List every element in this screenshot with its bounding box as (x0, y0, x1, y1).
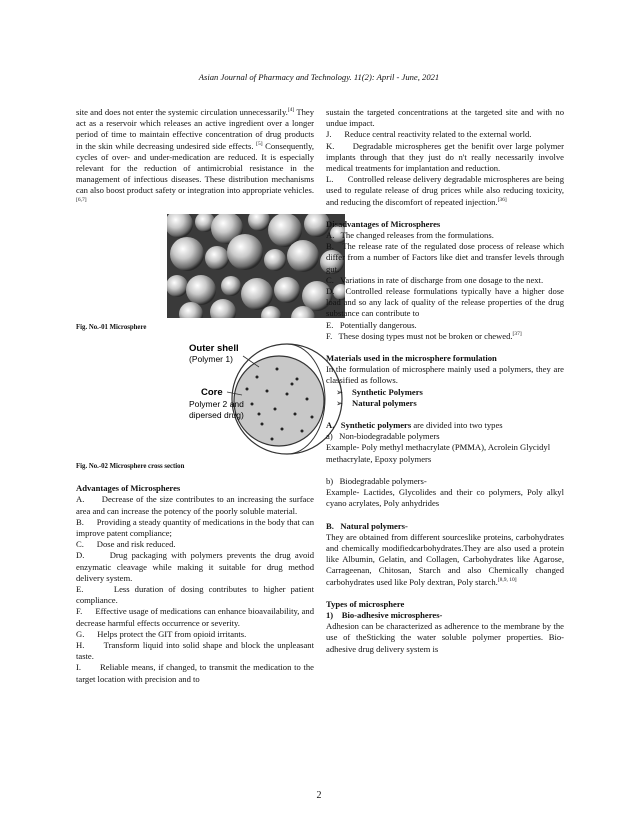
non-biodegradable-label: a) Non-biodegradable polymers (326, 431, 440, 442)
bio-adhesive-heading: 1) Bio-adhesive microspheres- (326, 609, 443, 620)
advantage-item: A. Decrease of the size contributes to an increasing the surface area and can increase the potency of the poorly soluble material. (76, 494, 314, 516)
synthetic-heading: A. Synthetic polymers are divided into two types (326, 420, 503, 431)
bullet-synthetic: ➢ Synthetic Polymers (336, 386, 423, 397)
advantage-item: C. Dose and risk reduced. (76, 539, 176, 550)
materials-text: In the formulation of microsphere mainly used a polymers, they are classified as follows. (326, 364, 564, 386)
disadvantage-item: C. Variations in rate of discharge from one dosage to the next. (326, 274, 544, 285)
page-number: 2 (316, 790, 322, 801)
advantage-item: B. Providing a steady quantity of medications in the body that can improve patent compliance; (76, 516, 314, 539)
outer-shell-label: Outer shell (189, 343, 239, 355)
disadvantage-item: A. The changed releases from the formulations. (326, 230, 494, 241)
advantages-heading: Advantages of Microspheres (76, 483, 181, 494)
outer-shell-sublabel: (Polymer 1) (189, 354, 233, 365)
advantage-item-k: K. Degradable microspheres get the benifit over large polymer implants through that they just do n't really necessarily involve medical treatments for implantation and reduction. (326, 140, 564, 174)
fig1-caption: Fig. No.-01 Microsphere (76, 323, 147, 331)
core-label: Core (201, 387, 223, 399)
advantage-item: G. Helps protect the GIT from opioid irritants. (76, 628, 247, 639)
core-sublabel-2: dipersed drug) (189, 410, 244, 421)
running-header: Asian Journal of Pharmacy and Technology. 11(2): April - June, 2021 (198, 72, 440, 82)
materials-heading: Materials used in the microsphere formulation (326, 353, 497, 364)
disadvantage-item: B. The release rate of the regulated dose process of release which differ from a number of Factors like diet and transfer levels through gut. (326, 241, 564, 274)
continued-text: sustain the targeted concentrations at the targeted site and with no undue impact. (326, 107, 564, 129)
fig2-caption: Fig. No.-02 Microsphere cross section (76, 463, 185, 471)
types-heading: Types of microsphere (326, 598, 405, 609)
advantage-item: I. Reliable means, if changed, to transmit the medication to the target location with precision and to (76, 662, 314, 684)
bio-adhesive-text: Adhesion can be characterized as adherence to the membrane by the use of theSticking the water soluble polymer properties. Bio-adhesive drug delivery system is (326, 621, 564, 654)
right-column (326, 107, 564, 655)
disadvantage-item: E. Potentially dangerous. (326, 319, 417, 330)
advantages-list (76, 494, 314, 684)
core-sublabel-1: Polymer 2 and (189, 399, 244, 410)
advantage-item: H. Transform liquid into solid shape and block the unpleasant taste. (76, 640, 314, 662)
advantage-item: F. Effective usage of medications can enhance bioavailability, and decrease harmful effects occurrence or severity. (76, 606, 314, 628)
natural-heading: B. Natural polymers- (326, 520, 408, 531)
biodegradable-examples: Example- Lactides, Glycolides and their co polymers, Poly alkyl cyano acrylates, Poly anhydrides (326, 487, 564, 509)
advantage-item: D. Drug packaging with polymers prevents the drug avoid enzymatic cleavage while making it suitable for drug method delivery system. (76, 550, 314, 583)
non-biodegradable-examples: Example- Poly methyl methacrylate (PMMA), Acrolein Glycidyl methacrylate, Epoxy polymers (326, 442, 551, 464)
arrow-bullet-icon: ➢ (336, 386, 344, 397)
bullet-natural: ➢ Natural polymers (336, 397, 417, 408)
left-column (76, 107, 314, 685)
arrow-bullet-icon: ➢ (336, 397, 344, 408)
natural-text: They are obtained from different sourceslike proteins, carbohydrates and chemically modifiedcarbohydrates.They are also used a protein like Albumin, Gelatin, and Collagen, Carbohydrates like Agarose, Carrageenan, Chitosan, Starch and also Chemically changed carbohydrates used like Poly dextran, Poly starch.[8,9, 10] (326, 531, 564, 587)
biodegradable-label: b) Biodegradable polymers- (326, 475, 427, 486)
disadvantages-heading: Disadvantages of Microspheres (326, 218, 441, 229)
advantage-item: E. Less duration of dosing contributes to higher patient compliance. (76, 584, 314, 606)
disadvantages-list (326, 230, 564, 331)
core-circle (234, 356, 324, 446)
disadvantage-item: D. Controlled release formulations typically have a higher dose load and so any lack of quality of the release properties of the drug substance can contribute to (326, 286, 564, 319)
advantage-item-l: L. Controlled release delivery degradable microspheres are being used to regulate release of drug prices while also reducing toxicity, and reducing the discomfort of repeated injection.[36] (326, 174, 564, 207)
advantage-item-j: J. Reduce central reactivity related to the external world. (326, 129, 532, 140)
intro-paragraph: site and does not enter the systemic circulation unnecessarily.[4] They act as a reservoir which releases an active ingredient over a longer period of time to maintain effective concentration of drug products in the skin while decreasing undesired side effects. [5] Consequently, cycles of over- and under-medication are reduced. It is especially relevant for the reduction of antimicrobial resistance in the management of infectious diseases. These distribution mechanisms can also boost product safety or integration into appropriate vehicles.[6,7] (76, 107, 314, 203)
disadvantage-item-f: F. These dosing types must not be broken or chewed.[37] (326, 330, 522, 341)
microsphere-photo (167, 214, 345, 318)
microsphere-cross-section-diagram (187, 339, 347, 457)
